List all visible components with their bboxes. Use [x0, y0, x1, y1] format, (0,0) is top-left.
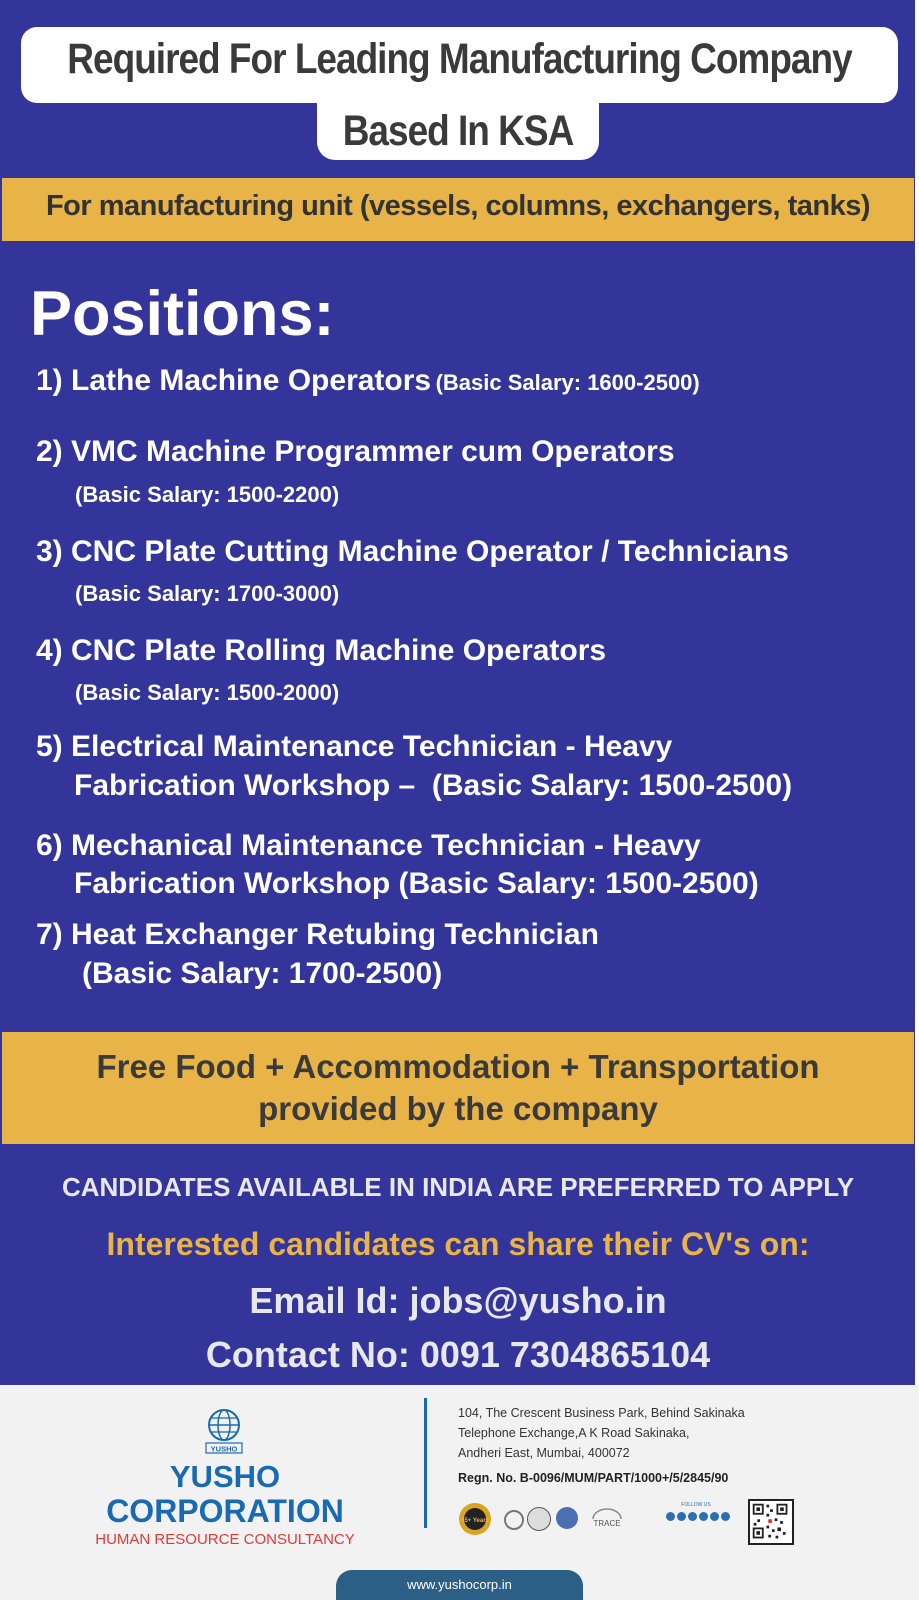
address-line-3: Andheri East, Mumbai, 400072: [458, 1446, 630, 1460]
email-contact[interactable]: Email Id: jobs@yusho.in: [249, 1280, 667, 1321]
position-salary-7: (Basic Salary: 1700-2500): [82, 957, 443, 990]
position-title-6-cont: [74, 867, 759, 901]
accreditation-icon: [556, 1507, 578, 1529]
position-salary-3: (Basic Salary: 1700-3000): [75, 581, 340, 606]
trace-text: TRACE: [593, 1519, 621, 1528]
registration-number: Regn. No. B-0096/MUM/PART/1000+/5/2845/90: [458, 1471, 729, 1485]
position-item-1: [36, 364, 700, 398]
phone-contact[interactable]: Contact No: 0091 7304865104: [205, 1334, 711, 1375]
position-title-3: 3) CNC Plate Cutting Machine Operator / Technicians: [36, 535, 789, 568]
position-salary-2: (Basic Salary: 1500-2200): [75, 482, 340, 507]
follow-us-label: FOLLOW US: [681, 1502, 711, 1508]
years-badge-text: 45+ Years: [461, 1518, 489, 1524]
social-icons: [666, 1512, 730, 1521]
position-title: 1) Lathe Machine Operators: [36, 364, 432, 397]
globe-logo-icon: [198, 1407, 250, 1455]
website-icon[interactable]: [721, 1512, 730, 1521]
position-salary-5: (Basic Salary: 1500-2500): [431, 769, 793, 802]
position-title-6: 6) Mechanical Maintenance Technician - Heavy: [36, 829, 701, 862]
page-title: Required For Leading Manufacturing Company: [67, 34, 852, 82]
position-title-7: 7) Heat Exchanger Retubing Technician: [36, 918, 599, 951]
certification-icon: [504, 1510, 524, 1530]
instagram-icon[interactable]: [666, 1512, 675, 1521]
position-salary: (Basic Salary: 1600-2500): [435, 370, 700, 395]
position-salary-4: (Basic Salary: 1500-2000): [75, 680, 340, 705]
page-title-line2: Based In KSA: [342, 106, 574, 154]
subtitle-text: For manufacturing unit (vessels, columns, exchangers, tanks): [45, 190, 871, 222]
preference-note: CANDIDATES AVAILABLE IN INDIA ARE PREFERRED TO APPLY: [61, 1172, 855, 1202]
position-title-4: 4) CNC Plate Rolling Machine Operators: [36, 634, 607, 667]
linkedin-icon[interactable]: [688, 1512, 697, 1521]
position-salary-6: (Basic Salary: 1500-2500): [398, 867, 759, 900]
iso-badge-icon: [527, 1507, 551, 1531]
benefits-line2: provided by the company: [258, 1090, 658, 1127]
youtube-icon[interactable]: [710, 1512, 719, 1521]
facebook-icon[interactable]: [677, 1512, 686, 1521]
company-tagline: HUMAN RESOURCE CONSULTANCY: [95, 1531, 355, 1548]
company-name-line2: CORPORATION: [106, 1493, 344, 1529]
position-title-5: 5) Electrical Maintenance Technician - Heavy: [36, 730, 673, 763]
benefits-line1: Free Food + Accommodation + Transportation: [96, 1048, 820, 1085]
position-title-5-cont: [74, 769, 792, 803]
years-badge-icon: [458, 1502, 492, 1536]
website-link[interactable]: www.yushocorp.in: [407, 1577, 512, 1592]
share-cv-text: Interested candidates can share their CV's on:: [106, 1226, 810, 1262]
position-title-cont: Fabrication Workshop –: [74, 769, 416, 802]
qr-code-icon[interactable]: [748, 1499, 794, 1545]
trace-logo-icon: [585, 1505, 629, 1531]
address-line-2: Telephone Exchange,A K Road Sakinaka,: [458, 1426, 690, 1440]
twitter-icon[interactable]: [699, 1512, 708, 1521]
position-title-2: 2) VMC Machine Programmer cum Operators: [36, 435, 675, 468]
logo-text: YUSHO: [210, 1444, 238, 1454]
address-line-1: 104, The Crescent Business Park, Behind Sakinaka: [458, 1406, 745, 1420]
position-title-cont: Fabrication Workshop: [74, 867, 391, 900]
company-name-line1: YUSHO: [169, 1459, 281, 1494]
positions-heading: Positions:: [30, 279, 335, 349]
footer-divider: [424, 1398, 427, 1528]
